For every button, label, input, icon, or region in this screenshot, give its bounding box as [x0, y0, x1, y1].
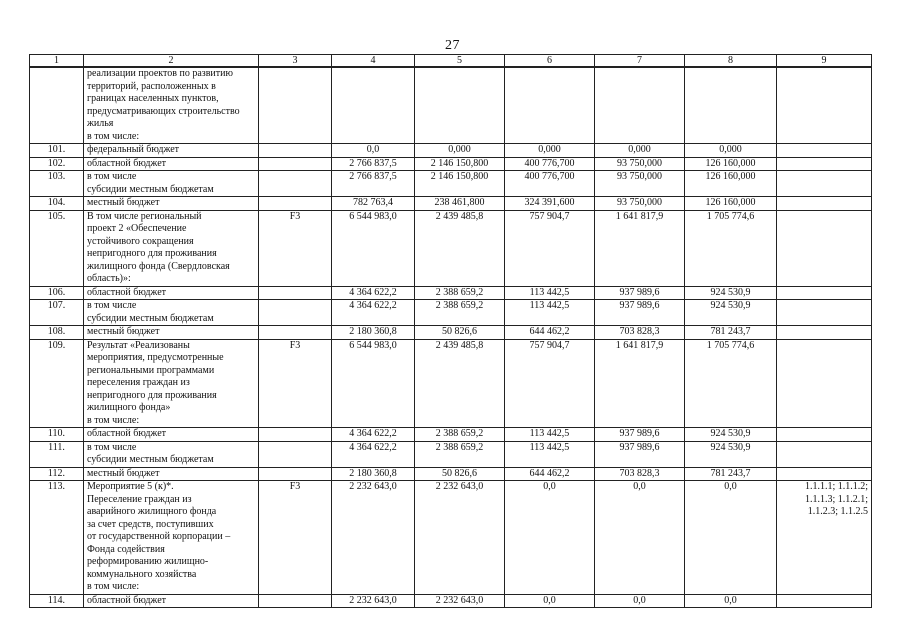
- row-number: 105.: [30, 210, 84, 286]
- row-number: 103.: [30, 171, 84, 197]
- table-row: [30, 481, 872, 595]
- row-name: Результат «Реализованы мероприятия, предусмотренные региональными программами переселения граждан из непригодного для проживания жилищного фонда» в том числе:: [84, 339, 259, 428]
- value-col8: 924 530,9: [685, 428, 777, 442]
- row-code: [259, 428, 332, 442]
- value-col5: 2 388 659,2: [415, 428, 505, 442]
- value-col9: [777, 441, 872, 467]
- value-col5: 2 439 485,8: [415, 339, 505, 428]
- row-number: [30, 67, 84, 144]
- row-name: Мероприятие 5 (к)*. Переселение граждан из аварийного жилищного фонда за счет средств, поступивших от государственной корпорации – Фонда содействия реформированию жилищно- коммунального хозяйства в том числе:: [84, 481, 259, 595]
- value-col5: 2 388 659,2: [415, 441, 505, 467]
- row-code: [259, 171, 332, 197]
- budget-table: [29, 54, 872, 608]
- column-header: 1: [30, 55, 84, 68]
- value-col7: 0,0: [595, 594, 685, 608]
- row-code: [259, 326, 332, 340]
- row-name: местный бюджет: [84, 326, 259, 340]
- value-col6: 644 462,2: [505, 326, 595, 340]
- value-col4: 2 766 837,5: [332, 171, 415, 197]
- value-col9: [777, 197, 872, 211]
- row-name: в том числе субсидии местным бюджетам: [84, 441, 259, 467]
- table-row: [30, 594, 872, 608]
- table-row: [30, 197, 872, 211]
- row-code: [259, 144, 332, 158]
- value-col8: 924 530,9: [685, 441, 777, 467]
- value-col7: 93 750,000: [595, 197, 685, 211]
- value-col5: 2 146 150,800: [415, 171, 505, 197]
- value-col7: 937 989,6: [595, 441, 685, 467]
- value-col7: 93 750,000: [595, 171, 685, 197]
- value-col9: [777, 428, 872, 442]
- row-number: 104.: [30, 197, 84, 211]
- table-row: [30, 428, 872, 442]
- value-col6: 113 442,5: [505, 286, 595, 300]
- value-col5: 50 826,6: [415, 467, 505, 481]
- value-col8: [685, 67, 777, 144]
- value-col6: 113 442,5: [505, 428, 595, 442]
- row-number: 101.: [30, 144, 84, 158]
- row-code: F3: [259, 481, 332, 595]
- column-header: 5: [415, 55, 505, 68]
- value-col7: 1 641 817,9: [595, 339, 685, 428]
- value-col8: 781 243,7: [685, 467, 777, 481]
- row-code: [259, 594, 332, 608]
- value-col7: 937 989,6: [595, 300, 685, 326]
- value-col4: 2 180 360,8: [332, 467, 415, 481]
- value-col8: 1 705 774,6: [685, 210, 777, 286]
- value-col5: 0,000: [415, 144, 505, 158]
- column-header: 6: [505, 55, 595, 68]
- value-col6: 400 776,700: [505, 171, 595, 197]
- value-col5: [415, 67, 505, 144]
- value-col5: 2 388 659,2: [415, 286, 505, 300]
- value-col6: 644 462,2: [505, 467, 595, 481]
- row-name: федеральный бюджет: [84, 144, 259, 158]
- column-header: 9: [777, 55, 872, 68]
- row-code: [259, 286, 332, 300]
- value-col9: [777, 157, 872, 171]
- value-col4: 782 763,4: [332, 197, 415, 211]
- value-col8: 126 160,000: [685, 157, 777, 171]
- value-col4: 2 766 837,5: [332, 157, 415, 171]
- page-number: 27: [445, 38, 460, 53]
- value-col6: 757 904,7: [505, 339, 595, 428]
- value-col4: 4 364 622,2: [332, 286, 415, 300]
- column-header: 2: [84, 55, 259, 68]
- value-col5: 2 146 150,800: [415, 157, 505, 171]
- row-code: [259, 300, 332, 326]
- value-col8: 1 705 774,6: [685, 339, 777, 428]
- row-name: в том числе субсидии местным бюджетам: [84, 300, 259, 326]
- value-col7: 0,0: [595, 481, 685, 595]
- table-row: [30, 286, 872, 300]
- row-name: местный бюджет: [84, 467, 259, 481]
- value-col6: [505, 67, 595, 144]
- value-col7: [595, 67, 685, 144]
- value-col6: 0,0: [505, 481, 595, 595]
- value-col4: 6 544 983,0: [332, 210, 415, 286]
- value-col6: 0,000: [505, 144, 595, 158]
- row-name: областной бюджет: [84, 594, 259, 608]
- table-row: [30, 157, 872, 171]
- row-number: 108.: [30, 326, 84, 340]
- row-number: 109.: [30, 339, 84, 428]
- row-code: [259, 467, 332, 481]
- row-name: областной бюджет: [84, 286, 259, 300]
- value-col9: [777, 171, 872, 197]
- value-col6: 757 904,7: [505, 210, 595, 286]
- row-name: реализации проектов по развитию территорий, расположенных в границах населенных пунктов, предусматривающих строительство жилья в том числе:: [84, 67, 259, 144]
- row-number: 114.: [30, 594, 84, 608]
- value-col9: [777, 300, 872, 326]
- table-row: [30, 144, 872, 158]
- row-number: 113.: [30, 481, 84, 595]
- value-col7: 703 828,3: [595, 326, 685, 340]
- table-row: [30, 467, 872, 481]
- value-col6: 113 442,5: [505, 300, 595, 326]
- value-col8: 0,0: [685, 594, 777, 608]
- value-col8: 126 160,000: [685, 171, 777, 197]
- row-name: в том числе субсидии местным бюджетам: [84, 171, 259, 197]
- value-col6: 324 391,600: [505, 197, 595, 211]
- table-row: [30, 171, 872, 197]
- table-row: [30, 67, 872, 144]
- row-number: 111.: [30, 441, 84, 467]
- row-code: [259, 441, 332, 467]
- value-col5: 50 826,6: [415, 326, 505, 340]
- column-header: 7: [595, 55, 685, 68]
- value-col7: 937 989,6: [595, 428, 685, 442]
- column-header: 4: [332, 55, 415, 68]
- value-col9: [777, 339, 872, 428]
- table-row: [30, 441, 872, 467]
- value-col4: 2 180 360,8: [332, 326, 415, 340]
- value-col4: 2 232 643,0: [332, 594, 415, 608]
- row-name: местный бюджет: [84, 197, 259, 211]
- value-col4: 2 232 643,0: [332, 481, 415, 595]
- value-col7: 1 641 817,9: [595, 210, 685, 286]
- row-name: областной бюджет: [84, 157, 259, 171]
- value-col8: 924 530,9: [685, 300, 777, 326]
- row-code: F3: [259, 339, 332, 428]
- value-col9: 1.1.1.1; 1.1.1.2; 1.1.1.3; 1.1.2.1; 1.1.2.3; 1.1.2.5: [777, 481, 872, 595]
- value-col9: [777, 144, 872, 158]
- value-col4: 4 364 622,2: [332, 428, 415, 442]
- value-col8: 924 530,9: [685, 286, 777, 300]
- row-code: [259, 157, 332, 171]
- value-col4: 4 364 622,2: [332, 441, 415, 467]
- table-row: [30, 326, 872, 340]
- row-name: В том числе региональный проект 2 «Обеспечение устойчивого сокращения непригодного для проживания жилищного фонда (Свердловская область)»:: [84, 210, 259, 286]
- value-col8: 126 160,000: [685, 197, 777, 211]
- value-col4: [332, 67, 415, 144]
- value-col9: [777, 467, 872, 481]
- row-code: [259, 67, 332, 144]
- value-col6: 113 442,5: [505, 441, 595, 467]
- value-col9: [777, 67, 872, 144]
- row-number: 106.: [30, 286, 84, 300]
- value-col9: [777, 594, 872, 608]
- value-col9: [777, 286, 872, 300]
- value-col4: 0,0: [332, 144, 415, 158]
- row-code: F3: [259, 210, 332, 286]
- row-name: областной бюджет: [84, 428, 259, 442]
- value-col7: 937 989,6: [595, 286, 685, 300]
- value-col9: [777, 210, 872, 286]
- value-col5: 2 439 485,8: [415, 210, 505, 286]
- value-col8: 0,000: [685, 144, 777, 158]
- value-col5: 2 232 643,0: [415, 594, 505, 608]
- value-col6: 400 776,700: [505, 157, 595, 171]
- value-col5: 238 461,800: [415, 197, 505, 211]
- value-col8: 781 243,7: [685, 326, 777, 340]
- table-row: [30, 339, 872, 428]
- row-code: [259, 197, 332, 211]
- table-row: [30, 210, 872, 286]
- row-number: 112.: [30, 467, 84, 481]
- value-col7: 703 828,3: [595, 467, 685, 481]
- value-col6: 0,0: [505, 594, 595, 608]
- row-number: 102.: [30, 157, 84, 171]
- header-row: [30, 55, 872, 68]
- value-col9: [777, 326, 872, 340]
- value-col4: 4 364 622,2: [332, 300, 415, 326]
- row-number: 107.: [30, 300, 84, 326]
- column-header: 3: [259, 55, 332, 68]
- table-row: [30, 300, 872, 326]
- value-col4: 6 544 983,0: [332, 339, 415, 428]
- column-header: 8: [685, 55, 777, 68]
- value-col7: 0,000: [595, 144, 685, 158]
- value-col8: 0,0: [685, 481, 777, 595]
- row-number: 110.: [30, 428, 84, 442]
- value-col7: 93 750,000: [595, 157, 685, 171]
- value-col5: 2 388 659,2: [415, 300, 505, 326]
- value-col5: 2 232 643,0: [415, 481, 505, 595]
